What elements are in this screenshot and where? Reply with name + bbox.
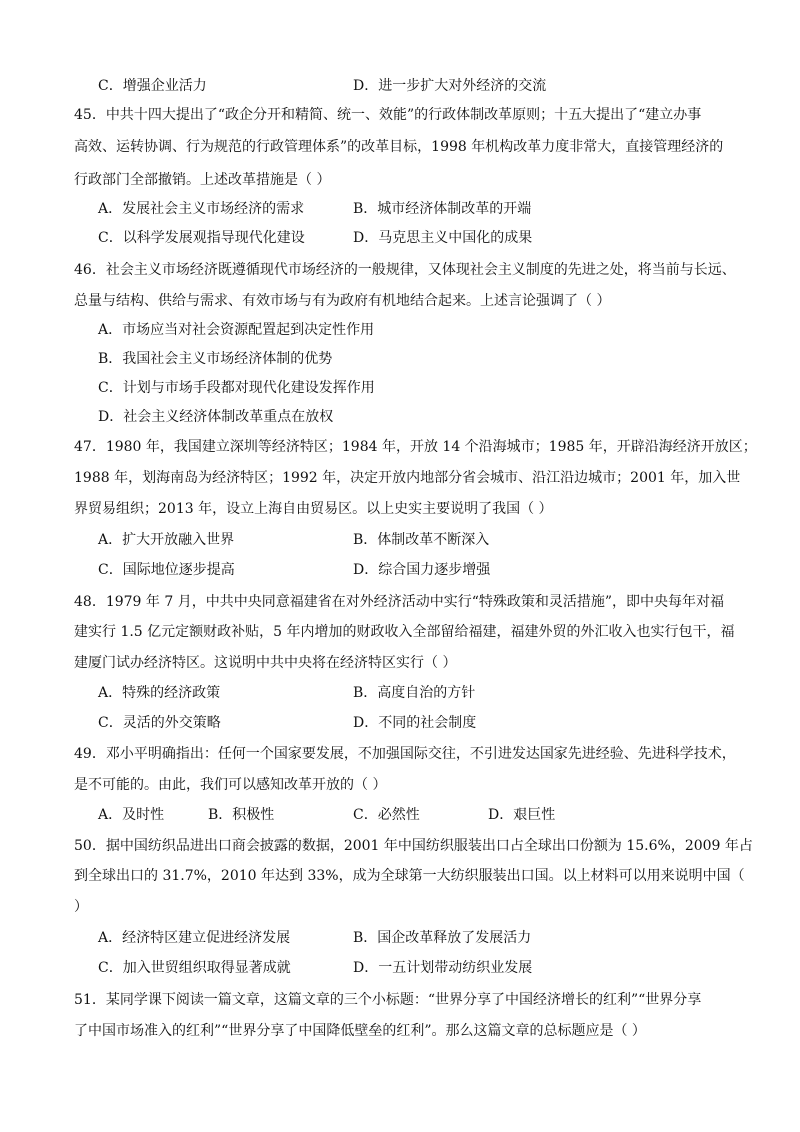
q49-option-b: B．积极性 <box>208 807 275 823</box>
question-46-line-2: 总量与结构、供给与需求、有效市场与有为政府有机地结合起来。上述言论强调了（ ） <box>74 293 611 309</box>
q46-option-d: D．社会主义经济体制改革重点在放权 <box>98 409 334 425</box>
q47-option-c: C．国际地位逐步提高 <box>98 562 235 578</box>
q48-option-c: C．灵活的外交策略 <box>98 715 221 731</box>
q47-option-d: D．综合国力逐步增强 <box>353 562 491 578</box>
question-45-line-2: 高效、运转协调、行为规范的行政管理体系”的改革目标，1998 年机构改革力度非常大，直接管理经济的 <box>74 139 724 155</box>
q48-option-b: B．高度自治的方针 <box>353 685 476 701</box>
question-46-line-1: 46．社会主义市场经济既遵循现代市场经济的一般规律，又体现社会主义制度的先进之处，将当前与长远、 <box>74 262 736 278</box>
q46-option-c: C．计划与市场手段都对现代化建设发挥作用 <box>98 380 375 396</box>
q47-option-b: B．体制改革不断深入 <box>353 532 490 548</box>
question-51-line-2: 了中国市场准入的红利”“世界分享了中国降低壁垒的红利”。那么这篇文章的总标题应是（ ） <box>74 1023 646 1039</box>
question-48-line-1: 48．1979 年 7 月，中共中央同意福建省在对外经济活动中实行“特殊政策和灵活措施”，即中央每年对福 <box>74 594 725 610</box>
q47-option-a: A．扩大开放融入世界 <box>98 532 235 548</box>
q45-option-a: A．发展社会主义市场经济的需求 <box>98 201 305 217</box>
question-47-line-1: 47．1980 年，我国建立深圳等经济特区；1984 年，开放 14 个沿海城市；1985 年，开辟沿海经济开放区； <box>74 439 757 455</box>
question-50-line-1: 50．据中国纺织品进出口商会披露的数据，2001 年中国纺织服装出口占全球出口份额为 15.6%，2009 年占 <box>74 838 753 854</box>
q44-option-d: D．进一步扩大对外经济的交流 <box>353 78 547 94</box>
q46-option-a: A．市场应当对社会资源配置起到决定性作用 <box>98 322 375 338</box>
q50-option-b: B．国企改革释放了发展活力 <box>353 930 532 946</box>
q45-option-b: B．城市经济体制改革的开端 <box>353 201 532 217</box>
q48-option-a: A．特殊的经济政策 <box>98 685 221 701</box>
q49-option-d: D．艰巨性 <box>488 807 556 823</box>
question-50-line-3: ） <box>74 899 88 915</box>
question-47-line-2: 1988 年，划海南岛为经济特区；1992 年，决定开放内地部分省会城市、沿江沿边城市；2001 年，加入世 <box>74 470 741 486</box>
question-47-line-3: 界贸易组织；2013 年，设立上海自由贸易区。以上史实主要说明了我国（ ） <box>74 501 553 517</box>
q45-option-d: D．马克思主义中国化的成果 <box>353 230 533 246</box>
question-51-line-1: 51．某同学课下阅读一篇文章，这篇文章的三个小标题：“世界分享了中国经济增长的红利”“世界分享 <box>74 992 702 1008</box>
question-48-line-2: 建实行 1.5 亿元定额财政补贴，5 年内增加的财政收入全部留给福建，福建外贸的外汇收入也实行包干，福 <box>74 624 735 640</box>
question-45-line-3: 行政部门全部撤销。上述改革措施是（ ） <box>74 172 331 188</box>
q45-option-c: C．以科学发展观指导现代化建设 <box>98 230 305 246</box>
q50-option-a: A．经济特区建立促进经济发展 <box>98 930 291 946</box>
q46-option-b: B．我国社会主义市场经济体制的优势 <box>98 351 333 367</box>
question-50-line-2: 到全球出口的 31.7%，2010 年达到 33%，成为全球第一大纺织服装出口国。以上材料可以用来说明中国（ <box>74 868 745 884</box>
q49-option-a: A．及时性 <box>98 807 165 823</box>
q50-option-c: C．加入世贸组织取得显著成就 <box>98 960 291 976</box>
question-45-line-1: 45．中共十四大提出了“政企分开和精简、统一、效能”的行政体制改革原则；十五大提出了“建立办事 <box>74 107 702 123</box>
q48-option-d: D．不同的社会制度 <box>353 715 477 731</box>
question-49-line-2: 是不可能的。由此，我们可以感知改革开放的（ ） <box>74 777 387 793</box>
question-48-line-3: 建厦门试办经济特区。这说明中共中央将在经济特区实行（ ） <box>74 655 457 671</box>
q50-option-d: D．一五计划带动纺织业发展 <box>353 960 533 976</box>
q49-option-c: C．必然性 <box>353 807 420 823</box>
q44-option-c: C．增强企业活力 <box>98 78 207 94</box>
question-49-line-1: 49．邓小平明确指出：任何一个国家要发展，不加强国际交往，不引进发达国家先进经验、先进科学技术， <box>74 746 736 762</box>
